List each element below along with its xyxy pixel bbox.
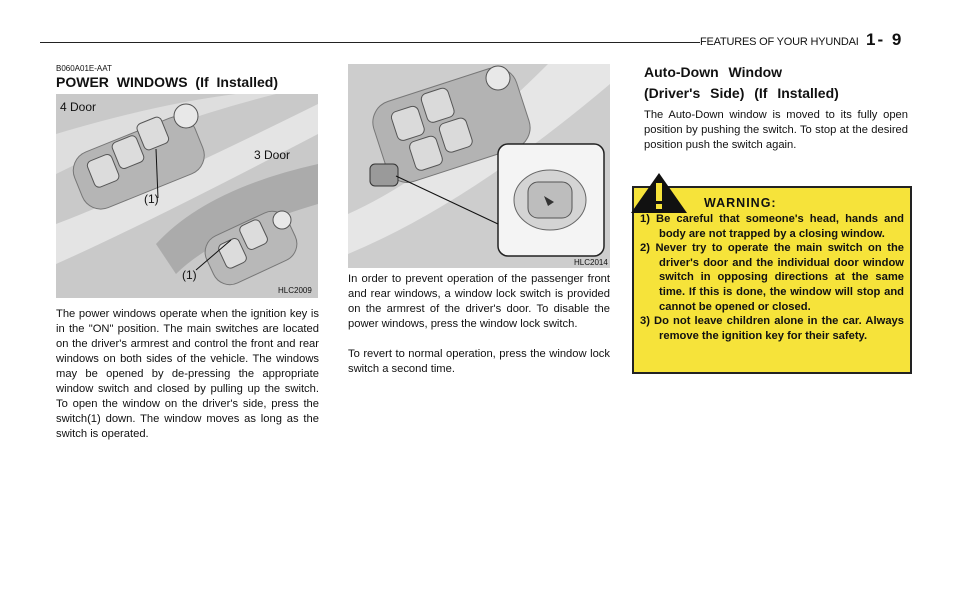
figure-code-left: HLC2009 <box>278 286 312 295</box>
auto-down-title-line1: Auto-Down Window <box>644 64 783 80</box>
header-rule <box>40 42 700 43</box>
left-paragraph: The power windows operate when the ignition key is in the "ON" position. The main switches are located on the driver's armrest and control the front and rear windows on both sides of the vehicle. The windows may be opened by de-pressing the appropriate window switch and closed by pulling up the switch. To open the window on the driver's side, press the switch(1) down. The window moves as long as the switch is operated. <box>56 308 319 440</box>
label-4-door: 4 Door <box>60 100 97 114</box>
warning-item-1: 1) Be careful that someone's head, hands and body are not trapped by a closing window. <box>640 213 904 240</box>
lock-switch-photo <box>348 64 610 268</box>
warning-triangle-icon <box>629 171 689 215</box>
figure-code-middle: HLC2014 <box>574 258 608 267</box>
callout-1-lower: (1) <box>182 268 197 282</box>
armrest-switch-photo <box>56 94 318 298</box>
section-title: POWER WINDOWS (If Installed) <box>56 74 278 90</box>
callout-1-upper: (1) <box>144 192 159 206</box>
label-3-door: 3 Door <box>254 148 291 162</box>
running-title: FEATURES OF YOUR HYUNDAI <box>700 36 859 48</box>
warning-title: WARNING: <box>704 196 777 210</box>
lock-switch-illustration <box>348 64 610 268</box>
section-code: B060A01E-AAT <box>56 64 112 73</box>
middle-paragraph-1: In order to prevent operation of the passenger front and rear windows, a window lock switch is provided on the armrest of the driver's door. To disable the power windows, press the window lock switch. <box>348 273 610 330</box>
warning-list <box>640 212 904 343</box>
auto-down-title-line2: (Driver's Side) (If Installed) <box>644 85 839 101</box>
right-paragraph: The Auto-Down window is moved to its fully open position by pushing the switch. To stop at the desired position push the switch again. <box>644 109 908 151</box>
middle-paragraph-2: To revert to normal operation, press the window lock switch a second time. <box>348 348 610 375</box>
warning-item-3: 3) Do not leave children alone in the car. Always remove the ignition key for their safety. <box>640 315 904 342</box>
warning-item-2: 2) Never try to operate the main switch on the driver's door and the individual door window switch in opposing directions at the same time. If this is done, the window will stop and cannot be opened or closed. <box>640 242 904 313</box>
page-number: 1- 9 <box>866 30 904 49</box>
